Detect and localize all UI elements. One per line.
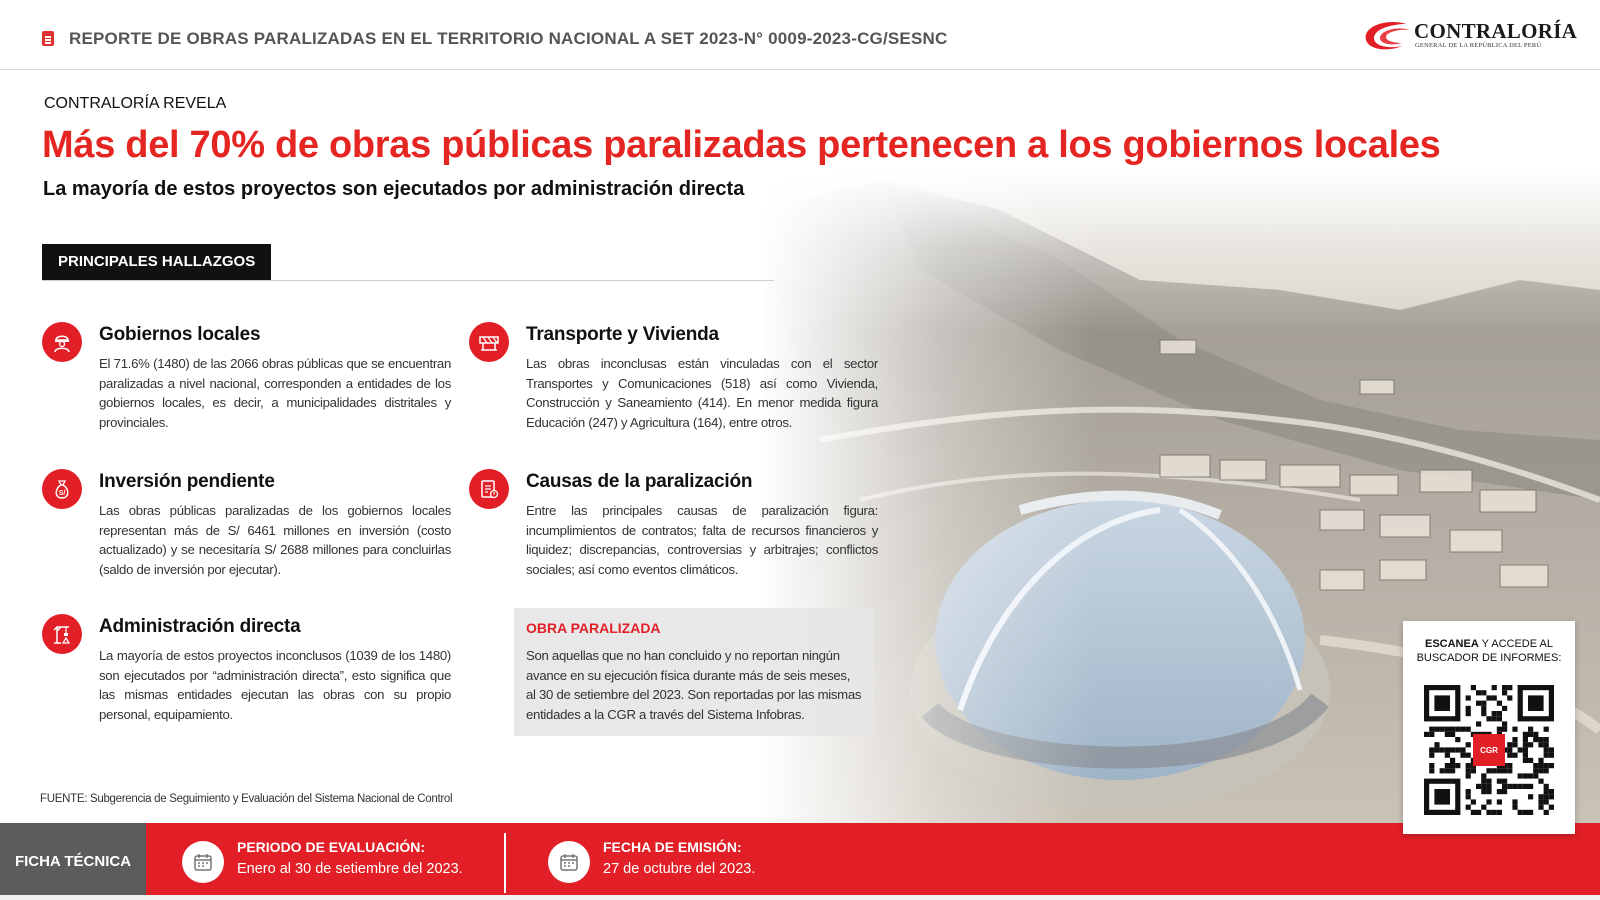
finding-text: La mayoría de estos proyectos inconclusos (1039 de los 1480) son ejecutados por “administración directa”, esto significa que las mismas entidades ejecutan las obras con su propio personal, equipamiento. bbox=[99, 648, 451, 722]
calendar-icon bbox=[548, 841, 590, 883]
finding-transporte-vivienda bbox=[526, 324, 878, 432]
definition-text: Son aquellas que no han concluido y no reportan ningún avance en su ejecución física durante más de seis meses, al 30 de setiembre del 2023. Son reportadas por las mismas entidades a la CGR a través del Sistema Infobras. bbox=[526, 648, 862, 722]
section-label: PRINCIPALES HALLAZGOS bbox=[42, 244, 271, 280]
issue-value: 27 de octubre del 2023. bbox=[603, 861, 756, 877]
finding-text: Las obras públicas paralizadas de los gobiernos locales representan más de S/ 6461 millones en inversión (costo actualizado) y se necesitaría S/ 2688 millones para concluirlas (saldo de inversión por ejecutar). bbox=[99, 503, 451, 577]
finding-title: Transporte y Vivienda bbox=[526, 324, 719, 345]
issue-date bbox=[548, 836, 848, 888]
eyebrow-label: CONTRALORÍA REVELA bbox=[44, 95, 227, 112]
evaluation-period bbox=[182, 836, 482, 888]
qr-cta-bold: ESCANEA bbox=[1425, 638, 1479, 650]
crane-icon bbox=[42, 614, 82, 654]
report-title: REPORTE DE OBRAS PARALIZADAS EN EL TERRITORIO NACIONAL A SET 2023-N° 0009-2023-CG/SESNC bbox=[69, 29, 948, 48]
headline: Más del 70% de obras públicas paralizadas pertenecen a los gobiernos locales bbox=[42, 124, 1441, 166]
contraloria-logo bbox=[1358, 16, 1578, 56]
road-barrier-icon bbox=[469, 322, 509, 362]
logo-swoosh-icon bbox=[1358, 16, 1418, 56]
qr-cta-line2: BUSCADOR DE INFORMES: bbox=[1416, 652, 1562, 664]
footer-bottom-strip bbox=[0, 895, 1600, 900]
money-bag-icon bbox=[42, 469, 82, 509]
calendar-icon bbox=[182, 841, 224, 883]
source-note: FUENTE: Subgerencia de Seguimiento y Evaluación del Sistema Nacional de Control bbox=[40, 793, 453, 805]
finding-causas-paralizacion bbox=[526, 471, 878, 579]
logo-name: CONTRALORÍA bbox=[1414, 19, 1578, 43]
finding-gobiernos-locales bbox=[99, 324, 451, 432]
qr-card[interactable] bbox=[1403, 621, 1575, 834]
top-header bbox=[0, 0, 1600, 70]
ficha-tecnica-label: FICHA TÉCNICA bbox=[0, 823, 146, 900]
period-label: PERIODO DE EVALUACIÓN: bbox=[237, 839, 425, 855]
finding-administracion-directa bbox=[99, 616, 451, 724]
finding-title: Gobiernos locales bbox=[99, 324, 261, 345]
document-alert-icon bbox=[469, 469, 509, 509]
definition-title: OBRA PARALIZADA bbox=[526, 620, 661, 636]
cgr-badge bbox=[1473, 734, 1505, 766]
cgr-badge-label: CGR bbox=[1480, 745, 1498, 755]
finding-text: Entre las principales causas de paralización figura: incumplimientos de contratos; falta de recursos financieros y liquidez; discrepancias, controversias y arbitrajes; conflictos sociales; así como eventos climáticos. bbox=[526, 503, 878, 577]
logo-subtitle: GENERAL DE LA REPÚBLICA DEL PERÚ bbox=[1415, 42, 1542, 49]
finding-inversion-pendiente bbox=[58, 471, 451, 579]
document-icon bbox=[42, 31, 54, 46]
qr-call-to-action bbox=[1403, 637, 1575, 665]
section-divider bbox=[42, 280, 774, 281]
issue-label: FECHA DE EMISIÓN: bbox=[603, 839, 742, 855]
svg-text:S/: S/ bbox=[58, 490, 66, 497]
subheadline: La mayoría de estos proyectos son ejecutados por administración directa bbox=[43, 178, 745, 200]
period-value: Enero al 30 de setiembre del 2023. bbox=[237, 861, 463, 877]
footer-divider bbox=[504, 833, 506, 893]
qr-cta-rest: Y ACCEDE AL bbox=[1478, 638, 1553, 650]
worker-icon bbox=[42, 322, 82, 362]
finding-title: Inversión pendiente bbox=[99, 471, 275, 492]
finding-title: Administración directa bbox=[99, 616, 301, 637]
footer-bar bbox=[0, 823, 1600, 900]
finding-text: Las obras inconclusas están vinculadas con el sector Transportes y Comunicaciones (518) así como Vivienda, Construcción y Saneamiento (414). En menor medida figura Educación (247) y Agricultura (164), entre otros. bbox=[526, 356, 878, 430]
finding-title: Causas de la paralización bbox=[526, 471, 753, 492]
finding-text: El 71.6% (1480) de las 2066 obras públicas que se encuentran paralizadas a nivel nacional, corresponden a entidades de los gobiernos locales, es decir, a municipalidades distritales y provinciales. bbox=[99, 356, 451, 430]
definition-box bbox=[514, 608, 874, 736]
